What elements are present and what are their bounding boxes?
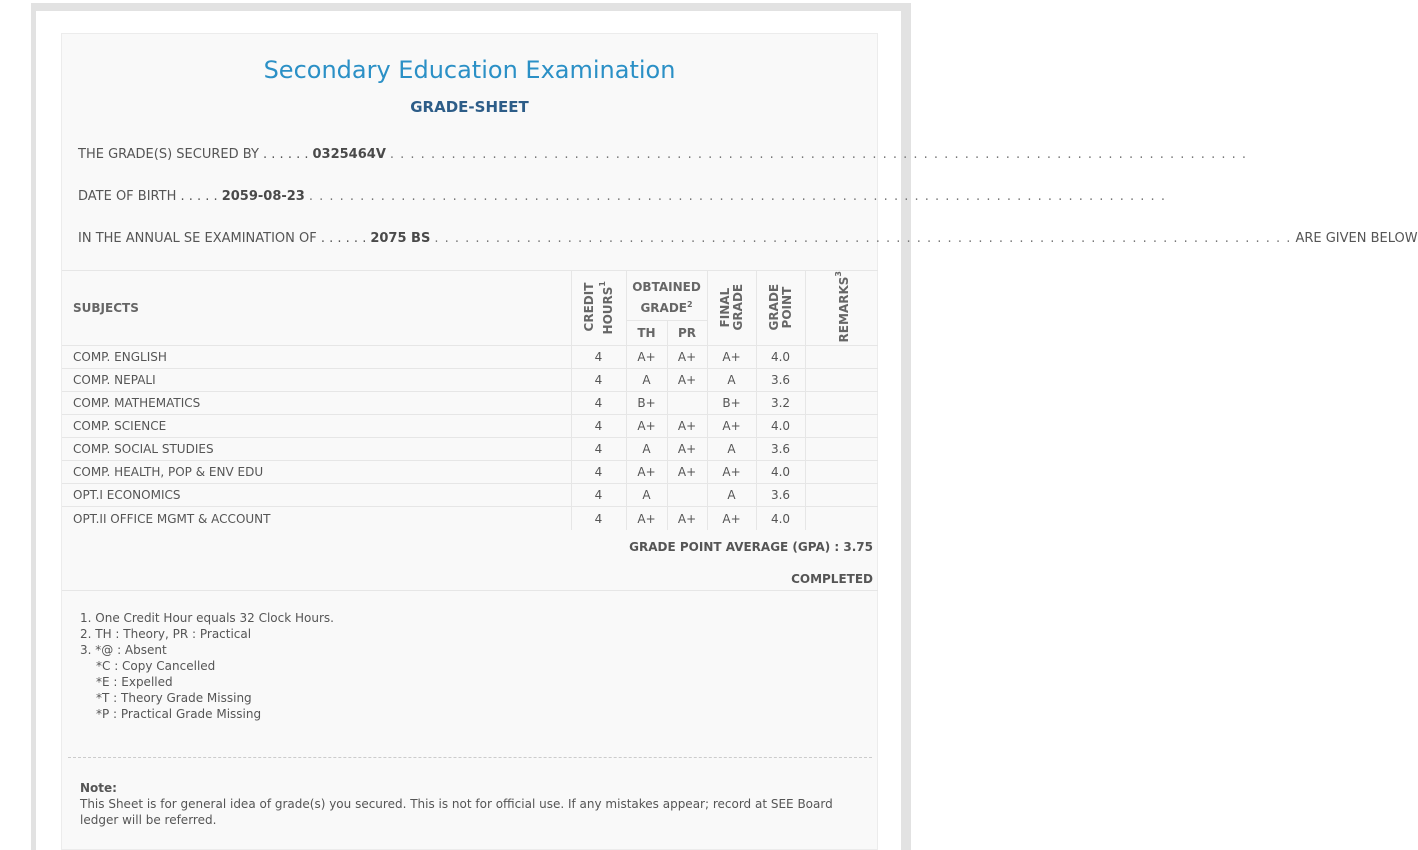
cell-gp: 3.2	[756, 392, 805, 415]
cell-final: A	[707, 484, 756, 507]
dob-line	[78, 189, 1166, 209]
dot-leader: . . . . . . . . . . . . . . . . . . . . . . . . . . . . . . . . . . . . . . . . . . . . . . . . . . . . . . . . . . . . . . . . . . . . . . . . . . . . . . . . . . . .	[389, 147, 1247, 162]
credit-hours-header: CREDIT HOURS$^1$	[571, 271, 626, 346]
footnote-3c: *T : Theory Grade Missing	[96, 691, 252, 705]
dot-leader: . . . . . . . . . . . . . . . . . . . . . . . . . . . . . . . . . . . . . . . . . . . . . . . . . . . . . . . . . . . . . . . . . . . . . . . . . . . . . . . . . . . .	[308, 189, 1166, 204]
cell-subject: COMP. MATHEMATICS	[62, 392, 571, 415]
cell-gp: 4.0	[756, 346, 805, 369]
cell-remarks	[805, 438, 878, 461]
cell-subject: OPT.I ECONOMICS	[62, 484, 571, 507]
cell-remarks	[805, 415, 878, 438]
footnote-3b: *E : Expelled	[96, 675, 173, 689]
cell-credit: 4	[571, 438, 626, 461]
dob-label: DATE OF BIRTH	[78, 189, 177, 204]
cell-th: A+	[626, 415, 667, 438]
dot-leader: . . . . . . . . . . . . . . . . . . . . . . . . . . . . . . . . . . . . . . . . . . . . . . . . . . . . . . . . . . . . . . . . . . . . . . . . . . . . . . . . . . . .	[434, 231, 1292, 246]
cell-remarks	[805, 484, 878, 507]
cell-final: A	[707, 438, 756, 461]
cell-credit: 4	[571, 461, 626, 484]
table-row	[62, 484, 878, 507]
remarks-header: REMARKS$^3$	[805, 271, 878, 346]
cell-th: A	[626, 484, 667, 507]
cell-pr: A+	[667, 346, 707, 369]
cell-credit: 4	[571, 369, 626, 392]
cell-subject: COMP. HEALTH, POP & ENV EDU	[62, 461, 571, 484]
secured-by-label: THE GRADE(S) SECURED BY	[78, 147, 259, 162]
date-of-birth: 2059-08-23	[221, 189, 305, 204]
cell-pr: A+	[667, 369, 707, 392]
subjects-header: SUBJECTS	[62, 271, 571, 346]
table-row	[62, 392, 878, 415]
dashed-divider	[68, 757, 872, 758]
status-label: COMPLETED	[791, 572, 873, 586]
secured-by-line	[78, 147, 1247, 167]
cell-remarks	[805, 507, 878, 530]
final-grade-header: FINAL GRADE	[707, 271, 756, 346]
cell-final: A+	[707, 461, 756, 484]
th-header: TH	[626, 321, 667, 346]
cell-pr	[667, 484, 707, 507]
cell-gp: 4.0	[756, 461, 805, 484]
cell-credit: 4	[571, 392, 626, 415]
footnote-2: 2. TH : Theory, PR : Practical	[80, 627, 252, 641]
pr-header: PR	[667, 321, 707, 346]
cell-remarks	[805, 392, 878, 415]
cell-gp: 3.6	[756, 438, 805, 461]
cell-th: A	[626, 369, 667, 392]
table-row	[62, 438, 878, 461]
cell-pr: A+	[667, 415, 707, 438]
dob-lead: . . . . .	[180, 189, 218, 204]
footnote-3: 3. *@ : Absent	[80, 643, 167, 657]
cell-pr: A+	[667, 507, 707, 530]
cell-final: A+	[707, 346, 756, 369]
cell-remarks	[805, 346, 878, 369]
cell-gp: 3.6	[756, 369, 805, 392]
cell-pr	[667, 392, 707, 415]
cell-final: A	[707, 369, 756, 392]
cell-final: A+	[707, 415, 756, 438]
cell-credit: 4	[571, 484, 626, 507]
exam-year: 2075 BS	[370, 231, 431, 246]
cell-credit: 4	[571, 415, 626, 438]
cell-gp: 4.0	[756, 507, 805, 530]
cell-gp: 3.6	[756, 484, 805, 507]
table-row	[62, 461, 878, 484]
cell-th: A	[626, 438, 667, 461]
page-title: Secondary Education Examination	[263, 56, 676, 84]
footnote-3d: *P : Practical Grade Missing	[96, 707, 262, 721]
table-row	[62, 507, 878, 530]
section-divider	[62, 590, 878, 591]
cell-th: A+	[626, 346, 667, 369]
symbol-number: 0325464V	[312, 147, 386, 162]
cell-subject: OPT.II OFFICE MGMT & ACCOUNT	[62, 507, 571, 530]
footnotes	[80, 610, 334, 722]
note-title: Note:	[80, 781, 117, 795]
cell-remarks	[805, 461, 878, 484]
cell-remarks	[805, 369, 878, 392]
page-subtitle: GRADE-SHEET	[410, 98, 529, 116]
outer-frame	[31, 3, 1418, 850]
gpa-value: GRADE POINT AVERAGE (GPA) : 3.75	[629, 540, 873, 554]
exam-label: IN THE ANNUAL SE EXAMINATION OF	[78, 231, 317, 246]
cell-subject: COMP. SOCIAL STUDIES	[62, 438, 571, 461]
table-row	[62, 415, 878, 438]
cell-subject: COMP. SCIENCE	[62, 415, 571, 438]
cell-pr: A+	[667, 438, 707, 461]
cell-subject: COMP. ENGLISH	[62, 346, 571, 369]
cell-th: B+	[626, 392, 667, 415]
footnote-3a: *C : Copy Cancelled	[96, 659, 216, 673]
grade-sheet	[61, 33, 1418, 850]
table-row	[62, 346, 878, 369]
cell-subject: COMP. NEPALI	[62, 369, 571, 392]
exam-tail: ARE GIVEN BELOW	[1295, 231, 1418, 246]
note-text: This Sheet is for general idea of grade(s) you secured. This is not for official use. If any mistakes appear; record at SEE Board ledger will be referred.	[80, 797, 833, 827]
cell-final: A+	[707, 507, 756, 530]
footnote-1: 1. One Credit Hour equals 32 Clock Hours.	[80, 611, 334, 625]
cell-final: B+	[707, 392, 756, 415]
grades-table	[62, 270, 878, 530]
cell-th: A+	[626, 461, 667, 484]
cell-pr: A+	[667, 461, 707, 484]
cell-th: A+	[626, 507, 667, 530]
cell-credit: 4	[571, 346, 626, 369]
table-row	[62, 369, 878, 392]
cell-gp: 4.0	[756, 415, 805, 438]
note-block	[80, 780, 870, 828]
exam-lead: . . . . . .	[320, 231, 367, 246]
grade-point-header: GRADE POINT	[756, 271, 805, 346]
obtained-grade-header: OBTAINED GRADE$^2$	[626, 271, 707, 321]
cell-credit: 4	[571, 507, 626, 530]
inner-panel	[36, 11, 1418, 850]
exam-line	[78, 231, 1418, 251]
secured-by-lead: . . . . . .	[263, 147, 309, 162]
